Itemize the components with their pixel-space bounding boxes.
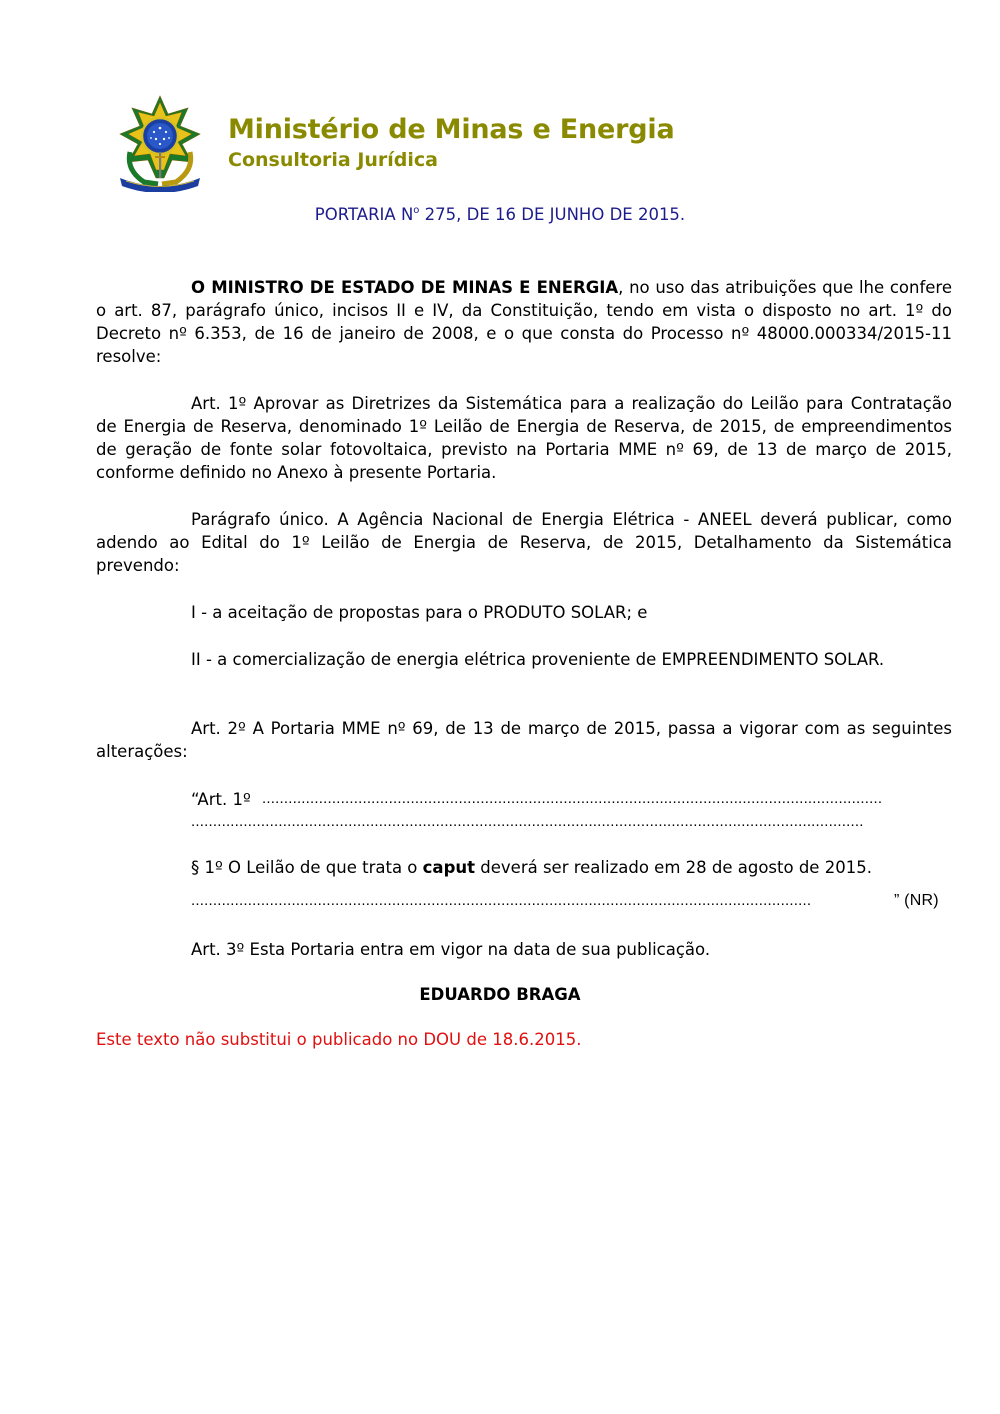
preamble-lead: O MINISTRO DE ESTADO DE MINAS E ENERGIA xyxy=(191,278,619,297)
quote-dots-3: .............................................................................................................................................. xyxy=(191,892,812,909)
signature: EDUARDO BRAGA xyxy=(419,985,581,1004)
preamble-text: , no uso das atribuições que lhe confere o art. 87, parágrafo único, incisos II e IV, da Constituição, tendo em vista o disposto no art. 1º do Decreto nº 6.353, de 16 de janeiro de 2008, e o que consta do Processo nº 48000.000334/2015-11 resolve: xyxy=(96,278,952,366)
ministry-name: Ministério de Minas e Energia xyxy=(228,114,675,145)
quote-par1-end: deverá ser realizado em 28 de agosto de 2015. xyxy=(475,858,872,877)
quote-par1-start: § 1º O Leilão de que trata o xyxy=(191,858,423,877)
inciso-i: I - a aceitação de propostas para o PRODUTO SOLAR; e xyxy=(191,603,648,622)
preamble-paragraph xyxy=(96,276,952,368)
document-title: PORTARIA $N^o$ 275, DE 16 DE JUNHO DE 2015. xyxy=(314,205,686,224)
quote-art1-label: “Art. 1º xyxy=(191,790,251,809)
quote-closing: ” (NR) xyxy=(894,892,939,909)
quote-dots-1: .............................................................................................................................................. xyxy=(262,790,883,807)
quote-dots-2: .......................................................................................................................................................... xyxy=(191,813,864,830)
article-3: Art. 3º Esta Portaria entra em vigor na data de sua publicação. xyxy=(191,940,711,959)
disclaimer-note: Este texto não substitui o publicado no DOU de 18.6.2015. xyxy=(96,1030,582,1049)
inciso-ii: II - a comercialização de energia elétrica proveniente de EMPREENDIMENTO SOLAR. xyxy=(191,650,885,669)
article-1: Art. 1º Aprovar as Diretrizes da Sistemática para a realização do Leilão para Contratação de Energia de Reserva, denominado 1º Leilão de Energia de Reserva, de 2015, de empreendimentos de geração de fonte solar fotovoltaica, previsto na Portaria MME nº 69, de 13 de março de 2015, conforme definido no Anexo à presente Portaria. xyxy=(96,394,952,482)
paragrafo-unico: Parágrafo único. A Agência Nacional de Energia Elétrica - ANEEL deverá publicar, como adendo ao Edital do 1º Leilão de Energia de Reserva, de 2015, Detalhamento da Sistemática prevendo: xyxy=(96,510,952,575)
quote-par1-bold: caput xyxy=(422,858,476,877)
brazil-coat-of-arms-icon xyxy=(114,94,206,192)
article-2: Art. 2º A Portaria MME nº 69, de 13 de março de 2015, passa a vigorar com as seguintes alterações: xyxy=(96,719,952,761)
office-name: Consultoria Jurídica xyxy=(228,149,439,171)
quote-paragraph-1 xyxy=(191,856,872,879)
